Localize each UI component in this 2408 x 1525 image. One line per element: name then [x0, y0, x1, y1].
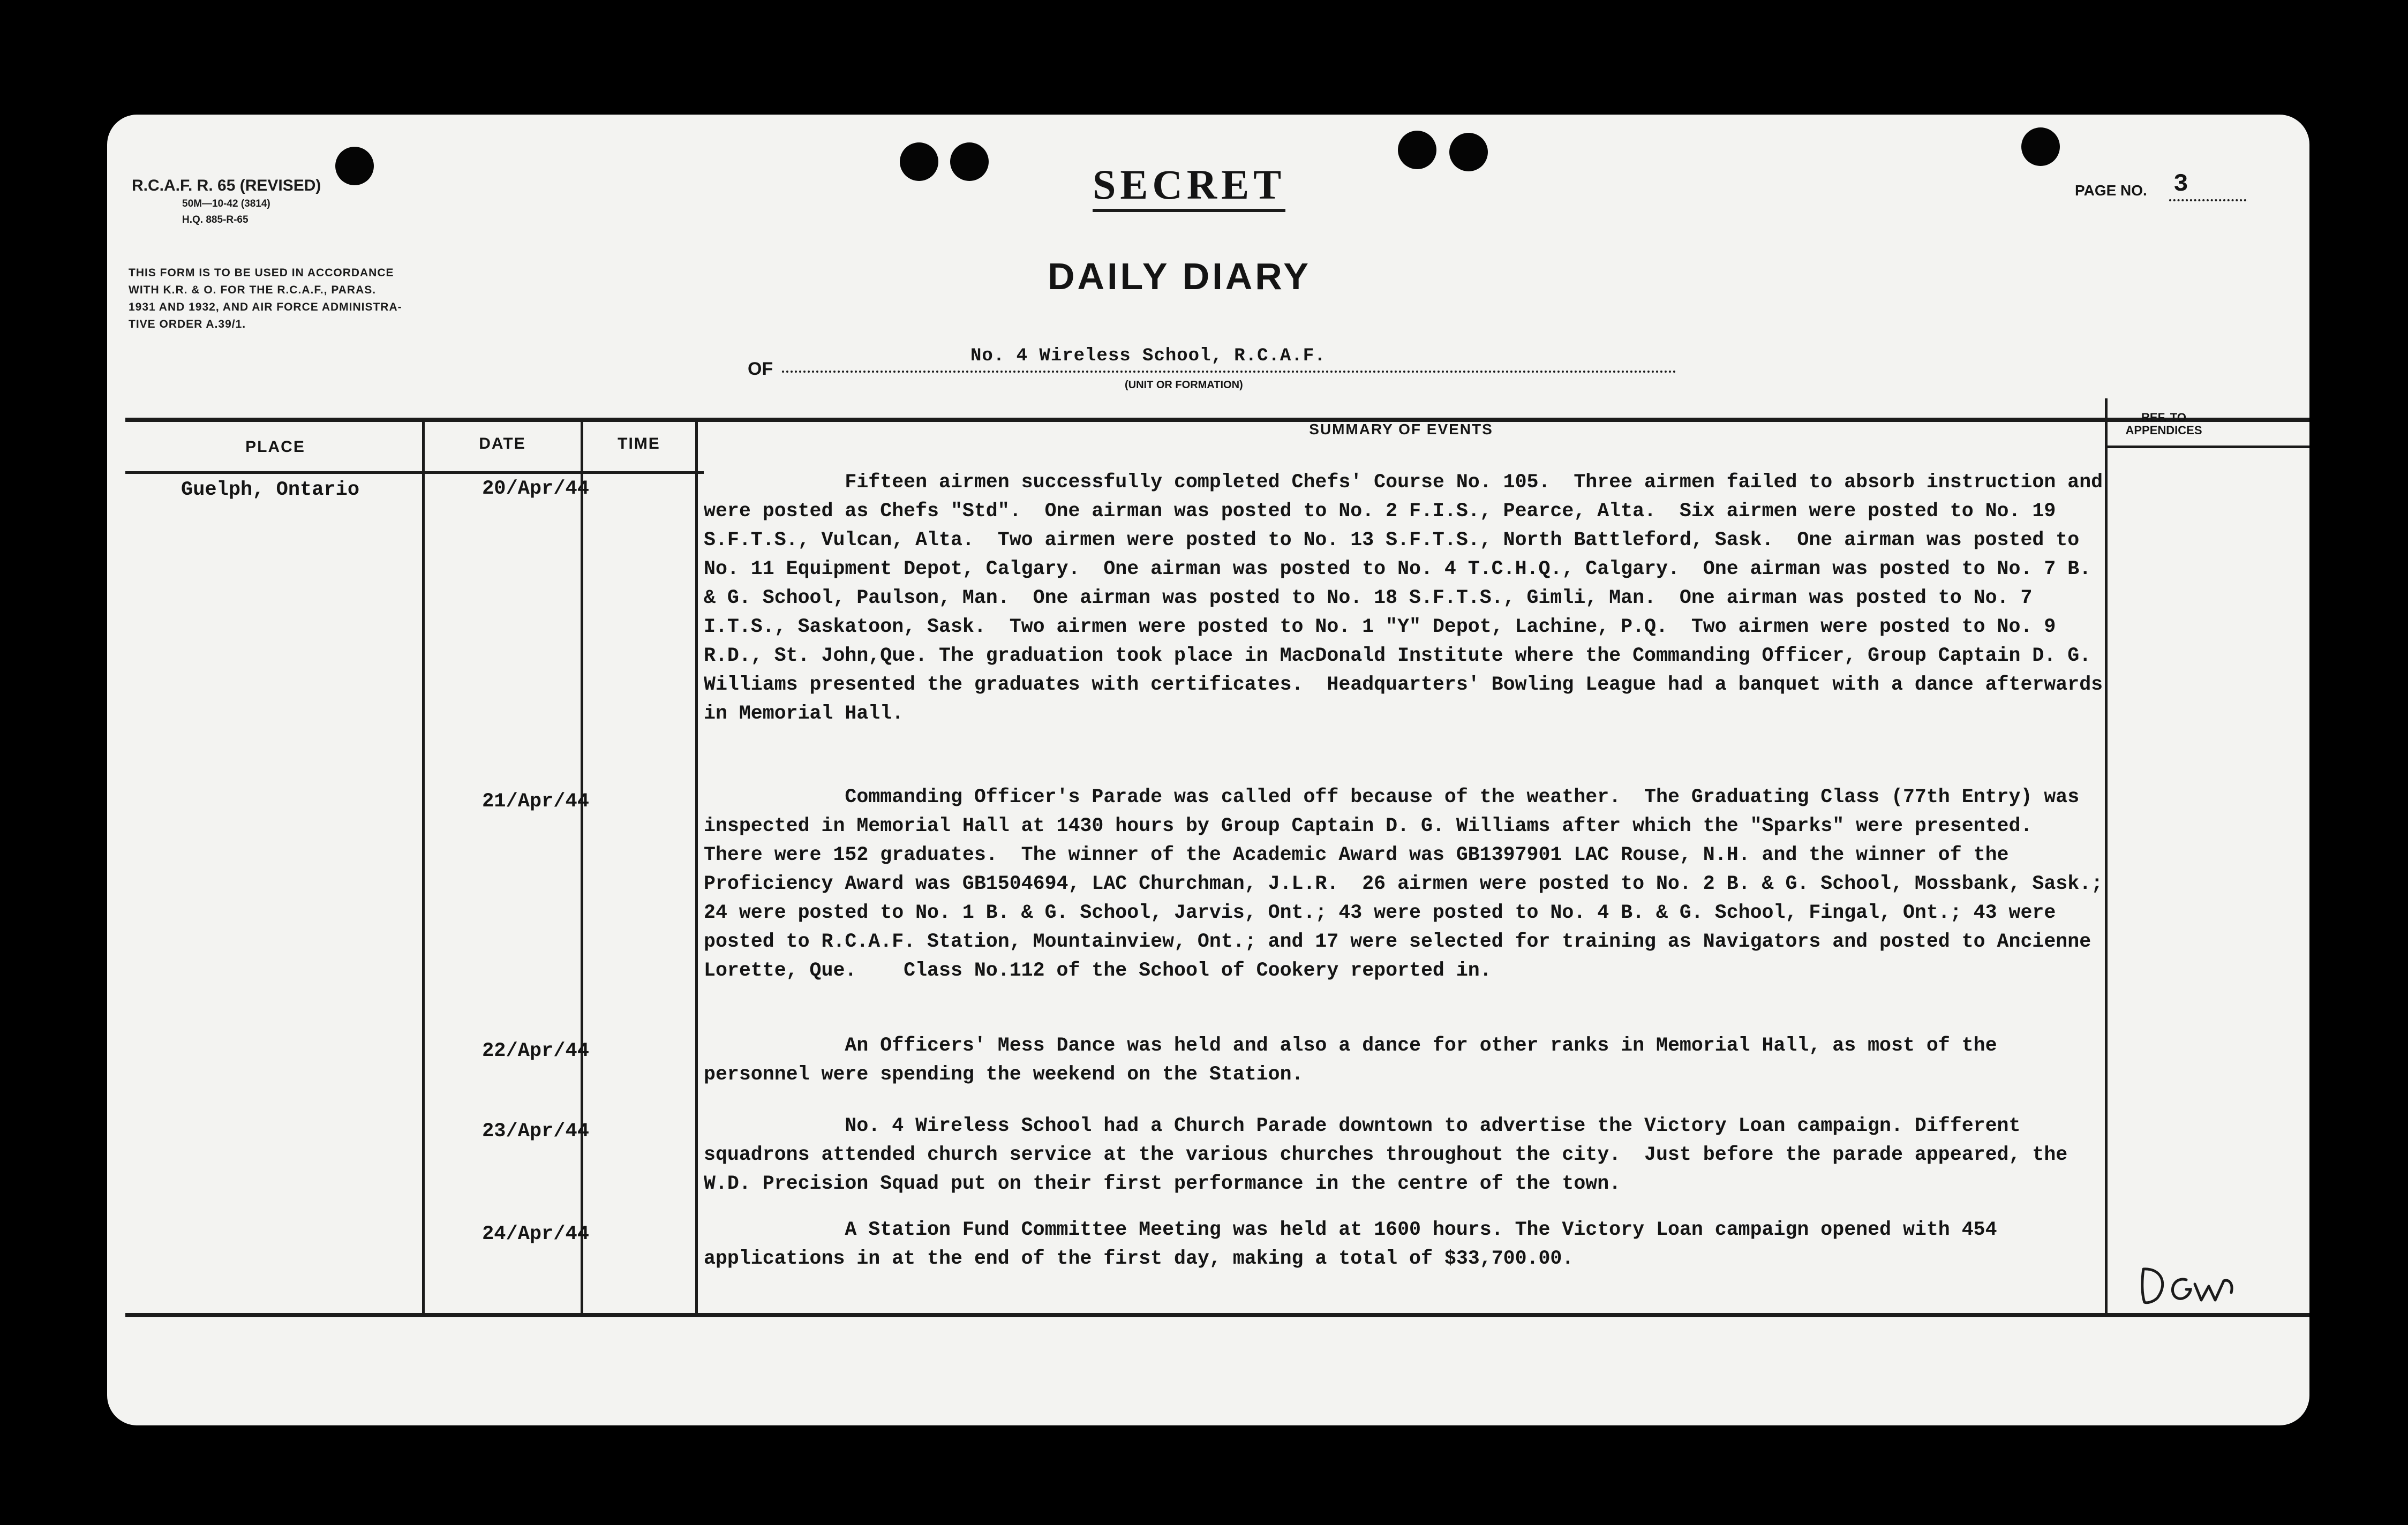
column-header-summary: SUMMARY OF EVENTS — [1309, 421, 1493, 437]
binder-hole — [1449, 133, 1488, 171]
page-number-value: 3 — [2173, 170, 2188, 198]
unit-underline — [782, 371, 1676, 373]
column-header-time: TIME — [618, 435, 660, 452]
entry-date: 24/Apr/44 — [482, 1223, 589, 1245]
page-number-underline — [2169, 199, 2246, 201]
column-header-date: DATE — [479, 435, 526, 452]
entry-summary: Commanding Officer's Parade was called off because of the weather. The Graduating Class (77th Entry) was inspected in Memorial Hall at 1430 hours by Group Captain D. G. Williams after which the "Sparks" were presented. There were 152 graduates. The winner of the Academic Award was GB1397901 LAC Rouse, N.H. and the winner of the Proficiency Award was GB1504694, LAC Churchman, J.L.R. 26 airmen were posted to No. 2 B. & G. School, Mossbank, Sask.; 24 were posted to No. 1 B. & G. School, Jarvis, Ont.; 43 were posted to No. 4 B. & G. School, Fingal, Ont.; 43 were posted to R.C.A.F. Station, Mountainview, Ont.; and 17 were selected for training as Navigators and posted to Ancienne Lorette, Que. Class No.112 of the School of Cookery reported in. — [704, 786, 2115, 982]
form-print-run: 50M—10-42 (3814) — [182, 198, 270, 209]
entry-date: 21/Apr/44 — [482, 790, 589, 813]
column-divider — [422, 420, 425, 1315]
binder-hole — [1398, 131, 1436, 169]
place-value: Guelph, Ontario — [181, 479, 360, 501]
initials-signature — [2137, 1263, 2239, 1308]
table-bottom-rule — [125, 1313, 2309, 1317]
column-header-appendices: REF. TO APPENDICES — [2125, 411, 2202, 437]
table-header-rule — [2105, 446, 2309, 448]
usage-notice-line: TIVE ORDER A.39/1. — [129, 318, 246, 330]
form-title: DAILY DIARY — [1048, 255, 1311, 297]
binder-hole — [2021, 127, 2060, 166]
table-header-rule — [125, 471, 704, 474]
usage-notice — [129, 265, 402, 333]
usage-notice-line: 1931 AND 1932, AND AIR FORCE ADMINISTRA- — [129, 301, 402, 313]
column-divider — [581, 420, 583, 1315]
entry-date: 22/Apr/44 — [482, 1040, 589, 1062]
entry-summary: Fifteen airmen successfully completed Chefs' Course No. 105. Three airmen failed to absorb instruction and were posted as Chefs "Std". One airman was posted to No. 2 F.I.S., Pearce, Alta. Six airmen were posted to No. 19 S.F.T.S., Vulcan, Alta. Two airmen were posted to No. 13 S.F.T.S., North Battleford, Sask. One airman was posted to No. 11 Equipment Depot, Calgary. One airman was posted to No. 4 T.C.H.Q., Calgary. One airman was posted to No. 7 B. & G. School, Paulson, Man. One airman was posted to No. 18 S.F.T.S., Gimli, Man. One airman was posted to No. 7 I.T.S., Saskatoon, Sask. Two airmen were posted to No. 1 "Y" Depot, Lachine, P.Q. Two airmen were posted to No. 9 R.D., St. John,Que. The graduation took place in MacDonald Institute where the Commanding Officer, Group Captain D. G. Williams presented the graduates with certificates. Headquarters' Bowling League had a banquet with a dance afterwards in Memorial Hall. — [704, 471, 2115, 724]
unit-caption: (UNIT OR FORMATION) — [1125, 379, 1243, 391]
diary-page — [107, 115, 2309, 1425]
column-divider — [695, 420, 698, 1315]
entry-summary: No. 4 Wireless School had a Church Parade downtown to advertise the Victory Loan campaign. Different squadrons attended church service at the various churches throughout the city. Just before the parade appeared, the W.D. Precision Squad put on their first performance in the centre of the town. — [704, 1115, 2080, 1195]
binder-hole — [900, 142, 938, 181]
entry-summary: A Station Fund Committee Meeting was held at 1600 hours. The Victory Loan campaign opened with 454 applications in at the end of the first day, making a total of $33,700.00. — [704, 1219, 2009, 1270]
binder-hole — [335, 147, 374, 185]
entry-summary: An Officers' Mess Dance was held and also a dance for other ranks in Memorial Hall, as most of the personnel were spending the weekend on the Station. — [704, 1035, 2009, 1085]
form-hq-reference: H.Q. 885-R-65 — [182, 214, 249, 225]
page-number-label: PAGE NO. — [2075, 182, 2147, 199]
usage-notice-line: THIS FORM IS TO BE USED IN ACCORDANCE — [129, 267, 394, 279]
form-number: R.C.A.F. R. 65 (REVISED) — [132, 177, 321, 194]
column-header-place: PLACE — [245, 438, 305, 456]
entry-date: 20/Apr/44 — [482, 478, 589, 500]
unit-of-label: OF — [748, 359, 773, 379]
classification-stamp: SECRET — [1093, 161, 1285, 212]
entry-date: 23/Apr/44 — [482, 1120, 589, 1143]
unit-name: No. 4 Wireless School, R.C.A.F. — [970, 346, 1326, 366]
binder-hole — [950, 142, 989, 181]
usage-notice-line: WITH K.R. & O. FOR THE R.C.A.F., PARAS. — [129, 284, 377, 296]
